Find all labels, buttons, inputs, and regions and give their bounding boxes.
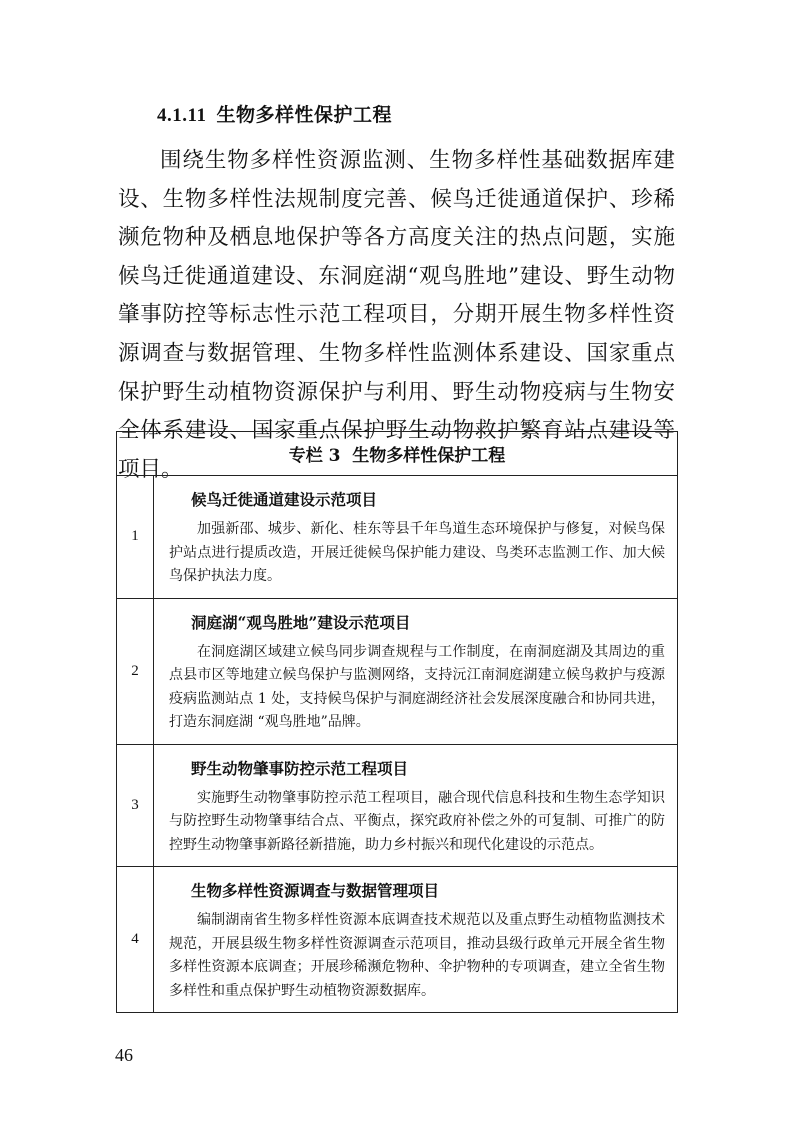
project-title: 候鸟迁徙通道建设示范项目: [191, 490, 378, 509]
box-heading: 生物多样性保护工程: [352, 446, 506, 466]
row-index: 4: [117, 867, 154, 1013]
project-description: 加强新邵、城步、新化、桂东等县千年鸟道生态环境保护与修复，对候鸟保护站点进行提质改造，开展迁徙候鸟保护能力建设、鸟类环志监测工作、加大候鸟保护执法力度。: [169, 521, 665, 584]
project-description: 实施野生动物肇事防控示范工程项目，融合现代信息科技和生物生态学知识与防控野生动物肇事结合点、平衡点，探究政府补偿之外的可复制、可推广的防控野生动物肇事新路径新措施，助力乡村振兴和现代化建设的示范点。: [169, 789, 665, 853]
table-row: [117, 867, 678, 1013]
body-paragraph: 围绕生物多样性资源监测、生物多样性基础数据库建设、生物多样性法规制度完善、候鸟迁徙通道保护、珍稀濒危物种及栖息地保护等各方高度关注的热点问题，实施候鸟迁徙通道建设、东洞庭湖“观鸟胜地”建设、野生动物肇事防控等标志性示范工程项目，分期开展生物多样性资源调查与数据管理、生物多样性监测体系建设、国家重点保护野生动植物资源保护与利用、野生动物疫病与生物安全体系建设、国家重点保护野生动物救护繁育站点建设等项目。: [118, 148, 675, 482]
box-title: [117, 432, 678, 476]
row-content: [154, 476, 678, 599]
row-content: [154, 598, 678, 744]
page-number: 46: [115, 1045, 133, 1065]
row-content: [154, 744, 678, 867]
feature-box: [116, 431, 678, 1013]
table-row: [117, 476, 678, 599]
row-content: [154, 867, 678, 1013]
table-row: [117, 598, 678, 744]
row-index: 2: [117, 598, 154, 744]
project-title: 洞庭湖“观鸟胜地”建设示范项目: [191, 612, 411, 632]
table-row: [117, 744, 678, 867]
row-index: 3: [117, 744, 154, 867]
box-label: 专栏 3: [288, 446, 341, 466]
section-heading: [157, 101, 717, 130]
row-index: 1: [117, 476, 154, 599]
project-description: 在洞庭湖区域建立候鸟同步调查规程与工作制度，在南洞庭湖及其周边的重点县市区等地建立候鸟保护与监测网络，支持沅江南洞庭湖建立候鸟救护与疫源疫病监测站点 1 处，支持候鸟保护与洞庭湖经济社会发展深度融合和协同共进，打造东洞庭湖 “观鸟胜地”品牌。: [169, 643, 665, 730]
section-number: 4.1.11: [157, 105, 207, 126]
section-title: 生物多样性保护工程: [216, 104, 392, 126]
project-title: 野生动物肇事防控示范工程项目: [191, 758, 409, 778]
project-description: 编制湖南省生物多样性资源本底调查技术规范以及重点野生动植物监测技术规范，开展县级生物多样性资源调查示范项目，推动县级行政单元开展全省生物多样性资源本底调查；开展珍稀濒危物种、伞护物种的专项调查，建立全省生物多样性和重点保护野生动植物资源数据库。: [169, 912, 665, 999]
project-title: 生物多样性资源调查与数据管理项目: [191, 881, 440, 900]
